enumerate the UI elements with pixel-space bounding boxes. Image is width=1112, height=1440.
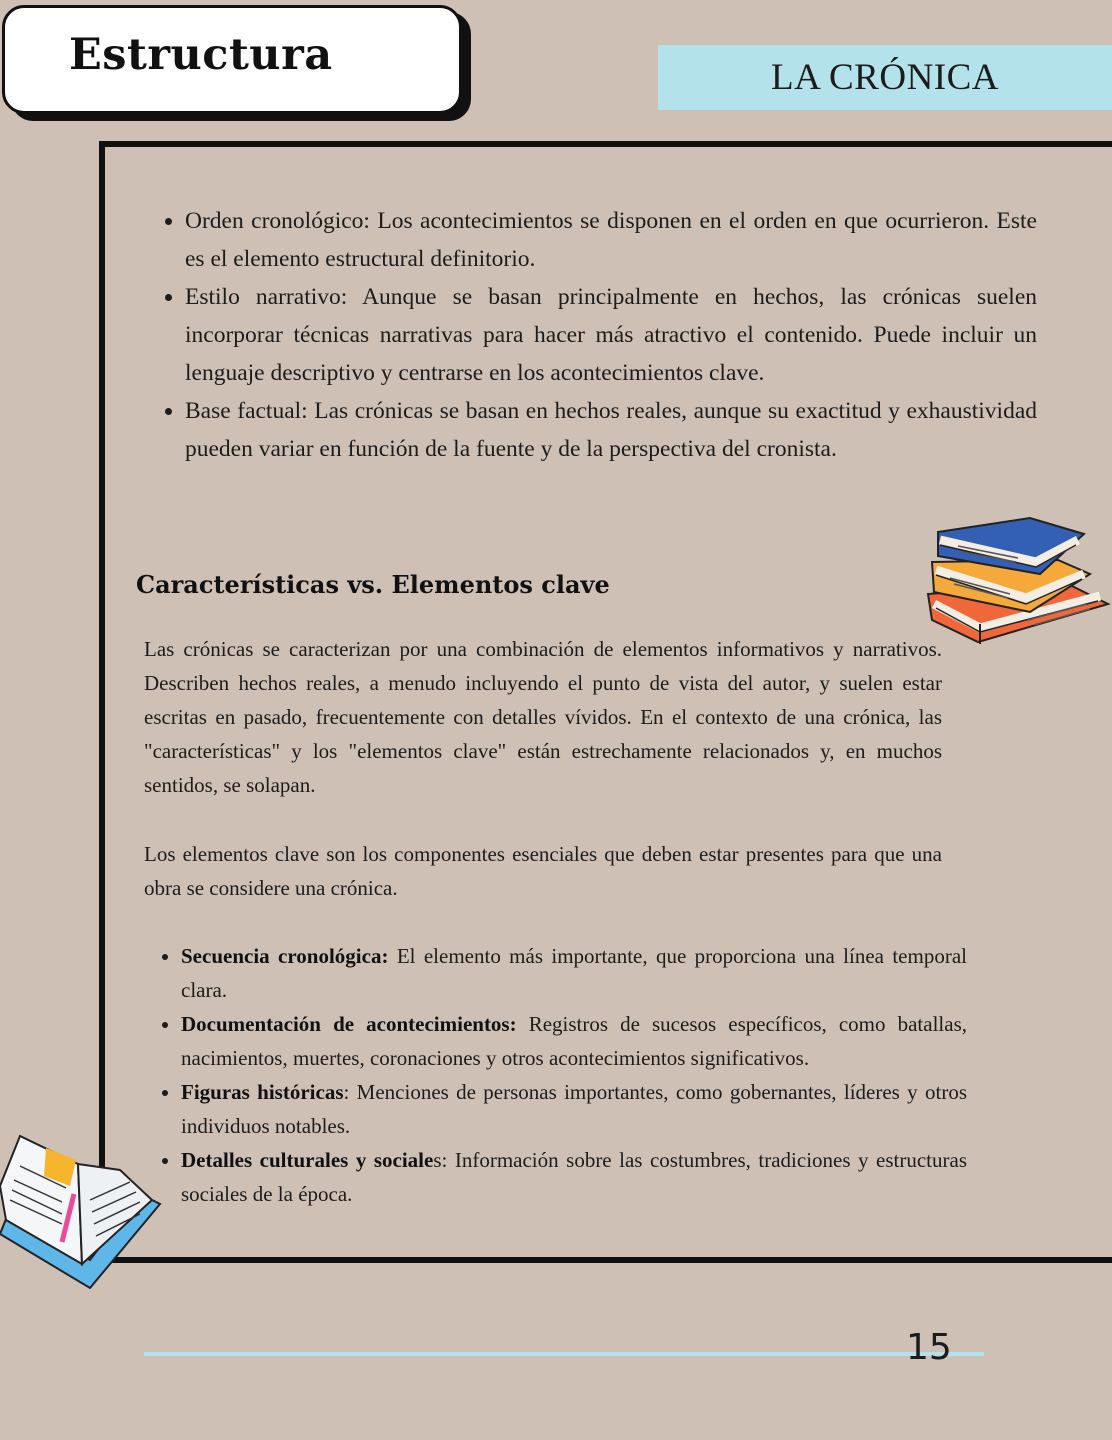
list-item: • Estilo narrativo: Aunque se basan principalmente en hechos, las crónicas suelen incorporar técnicas narrativas para hacer más atractivo el contenido. Puede incluir un lenguaje descriptivo y centrarse en los acontecimientos clave. <box>185 278 1037 392</box>
header-tag: LA CRÓNICA <box>658 45 1112 110</box>
key-elements-list <box>156 939 967 1211</box>
list-item-text: El elemento más importante, que proporciona una línea temporal clara. <box>181 944 967 1002</box>
list-item: • Orden cronológico: Los acontecimientos se disponen en el orden en que ocurrieron. Este es el elemento estructural definitorio. <box>185 202 1037 278</box>
paragraph-characteristics: Las crónicas se caracterizan por una combinación de elementos informativos y narrativos. Describen hechos reales, a menudo incluyendo el punto de vista del autor, y suelen estar escritas en pasado, frecuentemente con detalles vívidos. En el contexto de una crónica, las "características" y los "elementos clave" están estrechamente relacionados y, en muchos sentidos, se solapan. <box>144 637 942 797</box>
paragraph-key-elements: Los elementos clave son los componentes esenciales que deben estar presentes para que una obra se considere una crónica. <box>144 842 942 900</box>
stacked-books-icon <box>918 512 1112 672</box>
page-title: Estructura <box>69 30 333 80</box>
list-item-term: Figuras históricas <box>181 1080 344 1104</box>
page-number: 15 <box>906 1327 952 1368</box>
section-heading: Características vs. Elementos clave <box>136 570 610 599</box>
open-book-icon <box>0 1130 165 1300</box>
list-item <box>181 1007 967 1075</box>
structure-list <box>160 202 1037 468</box>
footer-divider <box>144 1352 984 1356</box>
list-item-term: Secuencia cronológica: <box>181 944 389 968</box>
list-item <box>181 939 967 1007</box>
list-item-text: s: Información sobre las costumbres, tradiciones y estructuras sociales de la época. <box>181 1148 968 1206</box>
list-item-term: Detalles culturales y sociale <box>181 1148 434 1172</box>
list-item: • Base factual: Las crónicas se basan en hechos reales, aunque su exactitud y exhaustividad pueden variar en función de la fuente y de la perspectiva del cronista. <box>185 392 1037 468</box>
list-item <box>181 1143 967 1211</box>
list-item-term: Documentación de acontecimientos: <box>181 1012 517 1036</box>
list-item <box>181 1075 967 1143</box>
list-item-text: : Menciones de personas importantes, como gobernantes, líderes y otros individuos notables. <box>181 1080 967 1138</box>
list-item-text: Registros de sucesos específicos, como batallas, nacimientos, muertes, coronaciones y otros acontecimientos significativos. <box>181 1012 967 1070</box>
title-card <box>2 5 462 114</box>
